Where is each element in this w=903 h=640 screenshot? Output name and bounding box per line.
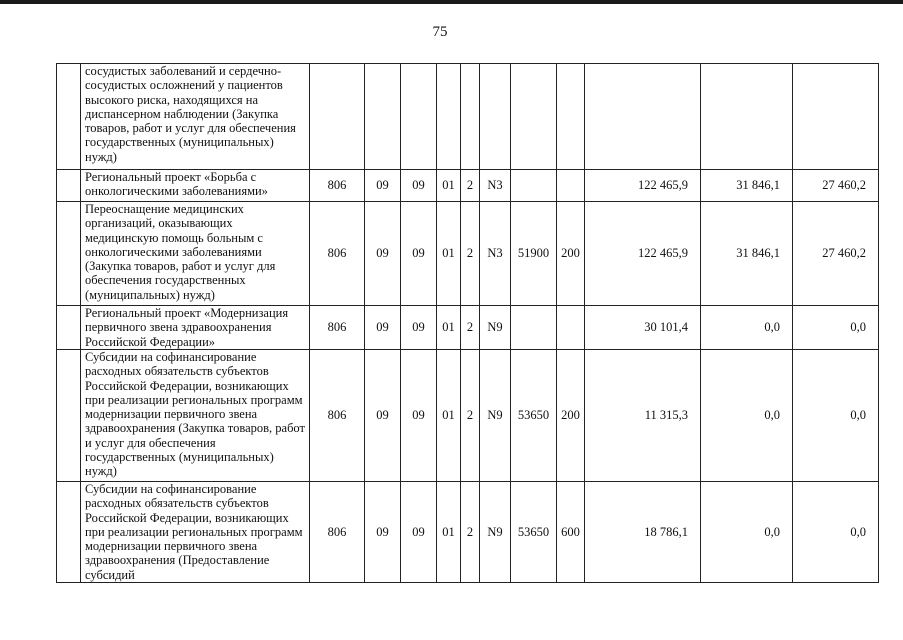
table-row	[57, 482, 879, 583]
amount-year2-cell: 0,0	[701, 306, 793, 350]
expense-type-cell	[557, 64, 585, 170]
expense-type-cell: 200	[557, 202, 585, 306]
program-code-cell: 01	[437, 170, 461, 202]
section-code-cell: 09	[365, 350, 401, 482]
program-code-cell	[437, 64, 461, 170]
subprogram-code-cell: 2	[461, 202, 480, 306]
table-row	[57, 306, 879, 350]
amount-year2-cell	[701, 64, 793, 170]
project-code-cell: N3	[480, 202, 511, 306]
amount-year3-cell: 0,0	[793, 350, 879, 482]
subprogram-code-cell: 2	[461, 482, 480, 583]
row-index-cell	[57, 64, 81, 170]
amount-year2-cell: 31 846,1	[701, 170, 793, 202]
department-code-cell: 806	[310, 350, 365, 482]
subsection-code-cell	[401, 64, 437, 170]
subprogram-code-cell: 2	[461, 306, 480, 350]
direction-code-cell: 53650	[511, 350, 557, 482]
direction-code-cell	[511, 64, 557, 170]
table-row	[57, 350, 879, 482]
budget-table	[56, 63, 879, 583]
project-code-cell: N3	[480, 170, 511, 202]
amount-year2-cell: 31 846,1	[701, 202, 793, 306]
amount-year2-cell: 0,0	[701, 482, 793, 583]
program-code-cell: 01	[437, 306, 461, 350]
row-index-cell	[57, 350, 81, 482]
subprogram-code-cell: 2	[461, 170, 480, 202]
subsection-code-cell: 09	[401, 350, 437, 482]
direction-code-cell: 51900	[511, 202, 557, 306]
item-name-cell: Региональный проект «Борьба с онкологическими заболеваниями»	[81, 170, 310, 202]
program-code-cell: 01	[437, 482, 461, 583]
expense-type-cell	[557, 170, 585, 202]
expense-type-cell: 200	[557, 350, 585, 482]
direction-code-cell: 53650	[511, 482, 557, 583]
program-code-cell: 01	[437, 350, 461, 482]
amount-year1-cell	[585, 64, 701, 170]
item-name-cell: Региональный проект «Модернизация первичного звена здравоохранения Российской Федерации»	[81, 306, 310, 350]
project-code-cell	[480, 64, 511, 170]
project-code-cell: N9	[480, 306, 511, 350]
department-code-cell: 806	[310, 482, 365, 583]
expense-type-cell	[557, 306, 585, 350]
row-index-cell	[57, 482, 81, 583]
amount-year3-cell: 0,0	[793, 306, 879, 350]
top-border-line	[0, 0, 903, 4]
amount-year1-cell: 122 465,9	[585, 202, 701, 306]
item-name-cell: Субсидии на софинансирование расходных обязательств субъектов Российской Федерации, возникающих при реализации региональных программ модернизации первичного звена здравоохранения (Закупка товаров, работ и услуг для обеспечения государственных (муниципальных) нужд)	[81, 350, 310, 482]
row-index-cell	[57, 306, 81, 350]
section-code-cell: 09	[365, 170, 401, 202]
amount-year1-cell: 11 315,3	[585, 350, 701, 482]
expense-type-cell: 600	[557, 482, 585, 583]
amount-year1-cell: 18 786,1	[585, 482, 701, 583]
department-code-cell: 806	[310, 202, 365, 306]
section-code-cell: 09	[365, 482, 401, 583]
project-code-cell: N9	[480, 350, 511, 482]
section-code-cell: 09	[365, 306, 401, 350]
direction-code-cell	[511, 306, 557, 350]
program-code-cell: 01	[437, 202, 461, 306]
subprogram-code-cell: 2	[461, 350, 480, 482]
table-row	[57, 170, 879, 202]
subprogram-code-cell	[461, 64, 480, 170]
department-code-cell: 806	[310, 306, 365, 350]
item-name-cell: сосудистых заболеваний и сердечно-сосудистых осложнений у пациентов высокого риска, находящихся на диспансерном наблюдении (Закупка товаров, работ и услуг для обеспечения государственных (муниципальных) нужд)	[81, 64, 310, 170]
table-row	[57, 64, 879, 170]
amount-year3-cell	[793, 64, 879, 170]
amount-year1-cell: 30 101,4	[585, 306, 701, 350]
page-number: 75	[432, 24, 448, 40]
amount-year3-cell: 0,0	[793, 482, 879, 583]
amount-year3-cell: 27 460,2	[793, 170, 879, 202]
subsection-code-cell: 09	[401, 202, 437, 306]
subsection-code-cell: 09	[401, 170, 437, 202]
table-body	[57, 64, 879, 583]
amount-year1-cell: 122 465,9	[585, 170, 701, 202]
department-code-cell	[310, 64, 365, 170]
row-index-cell	[57, 202, 81, 306]
section-code-cell	[365, 64, 401, 170]
subsection-code-cell: 09	[401, 306, 437, 350]
section-code-cell: 09	[365, 202, 401, 306]
amount-year3-cell: 27 460,2	[793, 202, 879, 306]
direction-code-cell	[511, 170, 557, 202]
table-row	[57, 202, 879, 306]
item-name-cell: Переоснащение медицинских организаций, оказывающих медицинскую помощь больным с онкологическими заболеваниями (Закупка товаров, работ и услуг для обеспечения государственных (муниципальных) нужд)	[81, 202, 310, 306]
amount-year2-cell: 0,0	[701, 350, 793, 482]
project-code-cell: N9	[480, 482, 511, 583]
department-code-cell: 806	[310, 170, 365, 202]
row-index-cell	[57, 170, 81, 202]
item-name-cell: Субсидии на софинансирование расходных обязательств субъектов Российской Федерации, возникающих при реализации региональных программ модернизации первичного звена здравоохранения (Предоставление субсидий	[81, 482, 310, 583]
subsection-code-cell: 09	[401, 482, 437, 583]
